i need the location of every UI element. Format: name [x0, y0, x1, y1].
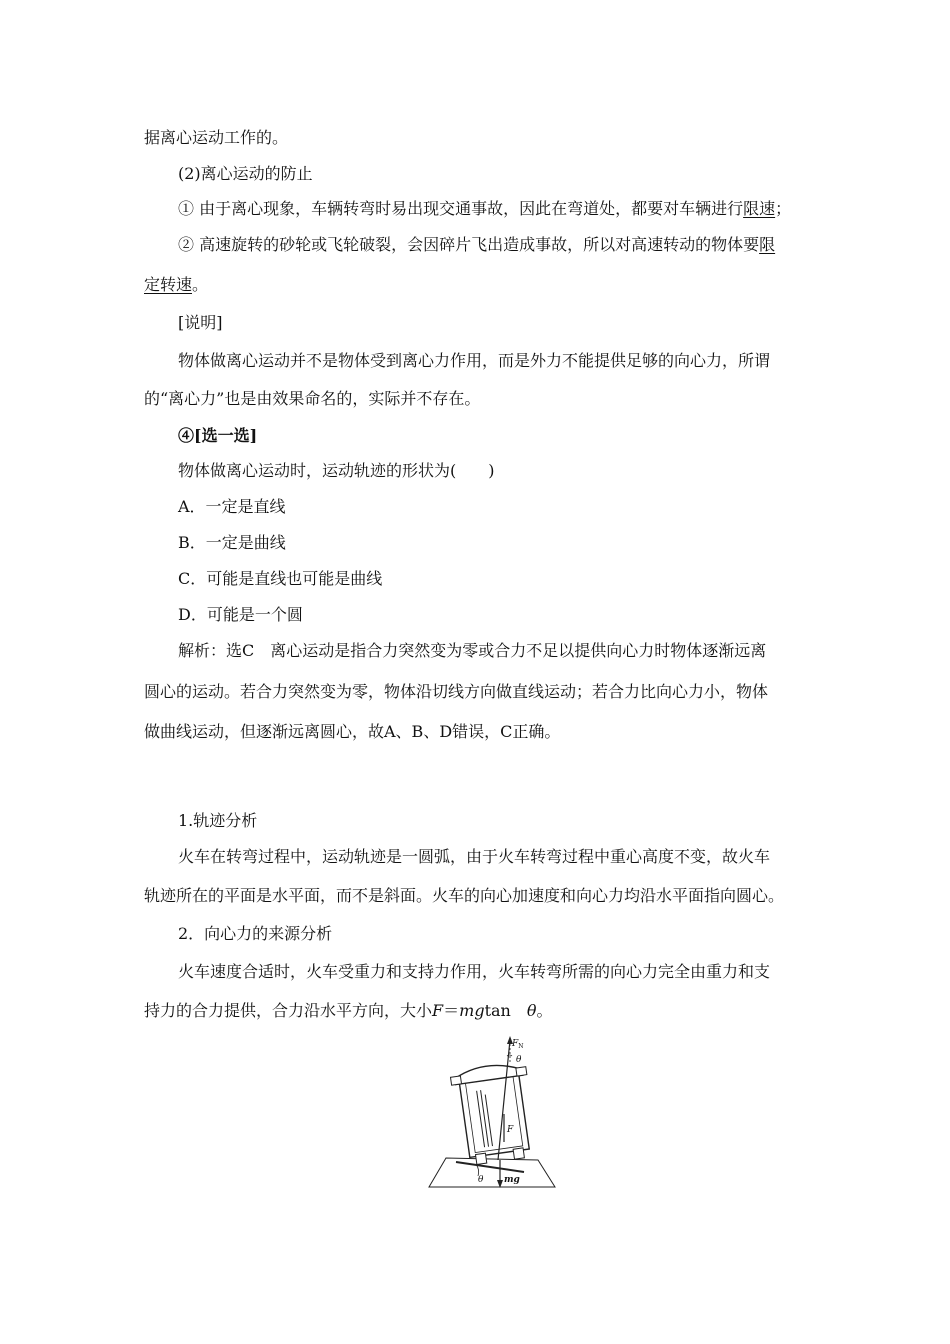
text-span: 持力的合力提供，合力沿水平方向，大小	[144, 1001, 433, 1020]
solution-line: 圆心的运动。若合力突然变为零，物体沿切线方向做直线运动；若合力比向心力小，物体	[144, 682, 769, 701]
text-span: ② 高速旋转的砂轮或飞轮破裂，会因碎片飞出造成事故，所以对高速转动的物体要	[178, 235, 760, 254]
theta-arc-top	[507, 1055, 512, 1056]
solution-line: 解析：选C 离心运动是指合力突然变为零或合力不足以提供向心力时物体逐渐远离	[178, 641, 767, 660]
underlined-term: 限速	[743, 199, 776, 218]
section-heading: (2)离心运动的防止	[178, 164, 313, 183]
mg-symbol: mg	[459, 1001, 485, 1020]
text-line	[144, 275, 208, 295]
text-span: ；	[775, 199, 792, 218]
section-heading: 1.轨迹分析	[178, 811, 258, 830]
underlined-term: 定转速	[144, 275, 193, 294]
question-stem: 物体做离心运动时，运动轨迹的形状为( )	[178, 461, 495, 480]
f-label: F	[507, 1125, 514, 1135]
theta-bottom-label: θ	[478, 1175, 484, 1185]
solution-line: 做曲线运动，但逐渐远离圆心，故A、B、D错误，C正确。	[144, 722, 561, 741]
train-force-diagram	[426, 1034, 558, 1192]
theta-symbol: θ	[526, 1001, 537, 1020]
mg-label: mg	[504, 1175, 520, 1185]
text-span: 。	[536, 1001, 553, 1020]
text-line: 物体做离心运动并不是物体受到离心力作用，而是外力不能提供足够的向心力，所谓	[178, 351, 771, 370]
text-line: 火车在转弯过程中，运动轨迹是一圆弧，由于火车转弯过程中重心高度不变，故火车	[178, 847, 771, 866]
option-a: A．一定是直线	[178, 497, 286, 516]
fn-sub: N	[518, 1043, 524, 1050]
text-line: 轨迹所在的平面是水平面，而不是斜面。火车的向心加速度和向心力均沿水平面指向圆心。	[144, 886, 785, 905]
option-d: D．可能是一个圆	[178, 605, 303, 624]
inclined-track	[429, 1158, 555, 1187]
formula-line	[144, 1001, 553, 1021]
train-body	[450, 1061, 539, 1167]
option-c: C．可能是直线也可能是曲线	[178, 569, 383, 588]
text-span: 。	[192, 275, 209, 294]
theta-top-label: θ	[516, 1055, 522, 1065]
text-line: 的“离心力”也是由效果命名的，实际并不存在。	[144, 389, 481, 408]
exercise-heading: ④[选一选]	[178, 426, 258, 445]
section-heading: 2．向心力的来源分析	[178, 924, 333, 943]
fn-main: F	[512, 1039, 519, 1049]
rail-sleeper	[456, 1162, 524, 1172]
text-line: 火车速度合适时，火车受重力和支持力作用，火车转弯所需的向心力完全由重力和支	[178, 962, 771, 981]
force-symbol: F	[432, 1001, 444, 1020]
note-heading: [说明]	[178, 313, 223, 332]
equals-sign: ＝	[443, 1001, 460, 1020]
fn-label	[511, 1039, 524, 1050]
text-line	[178, 235, 775, 255]
option-b: B．一定是曲线	[178, 533, 286, 552]
text-line: 据离心运动工作的。	[144, 128, 289, 147]
underlined-term: 限	[759, 235, 776, 254]
tan-function: tan	[484, 1001, 527, 1020]
text-span: ① 由于离心现象，车辆转弯时易出现交通事故，因此在弯道处，都要对车辆进行	[178, 199, 744, 218]
text-line	[178, 199, 791, 219]
